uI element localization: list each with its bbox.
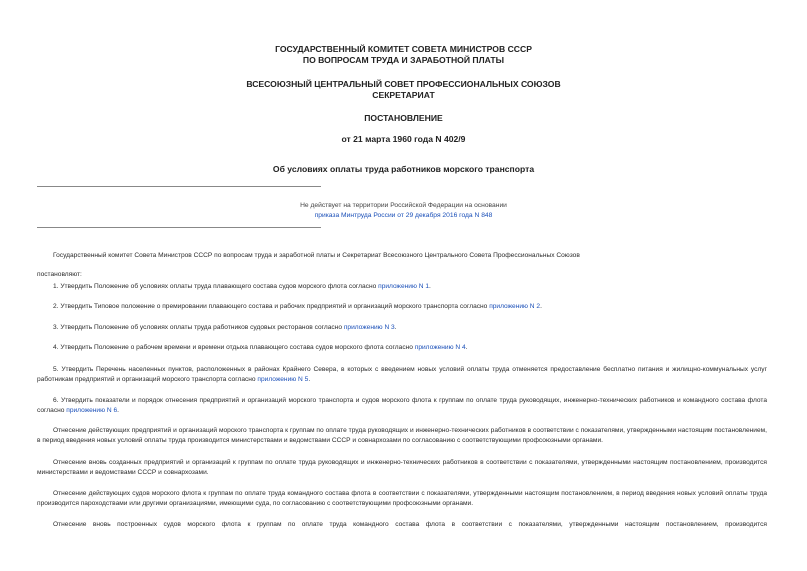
item-5: 5. Утвердить Перечень населенных пунктов, расположенных в районах Крайнего Севера, в которых с введением новых условий оплаты труда отменяется предоставление бесплатно питания и жилищно-коммунальных услуг работникам предприятий и организаций морского транспорта согласно приложению N 5.: [37, 366, 767, 383]
document-type: ПОСТАНОВЛЕНИЕ: [364, 113, 443, 123]
repeal-order-link[interactable]: приказа Минтруда России от 29 декабря 2016 года N 848: [314, 212, 493, 219]
status-notice: Не действует на территории Российской Федерации на основании: [300, 202, 507, 209]
appendix-5-link[interactable]: приложению N 5: [257, 376, 309, 383]
paragraph-existing-ships: Отнесение действующих судов морского флота к группам по оплате труда командного состава флота в соответствии с показателями, утвержденными настоящим постановлением, в период введения новых условий оплаты труда производится пароходствами или другими организациями, имеющими суда, по согласованию с соответствующими профсоюзными органами.: [37, 490, 767, 507]
appendix-3-link[interactable]: приложению N 3: [343, 324, 395, 331]
item-2: 2. Утвердить Типовое положение о премировании плавающего состава и рабочих предприятий и организаций морского транспорта согласно приложению N 2.: [53, 303, 542, 310]
item-6-text: 6. Утвердить показатели и порядок отнесения предприятий и организаций морского транспорта и судов морского флота к группам по оплате труда руководящих, инженерно-технических работников и командного состава флота согласно: [37, 397, 767, 414]
item-1: 1. Утвердить Положение об условиях оплаты труда плавающего состава судов морского флота согласно приложению N 1.: [53, 283, 431, 290]
issuer-2-line-1: ВСЕСОЮЗНЫЙ ЦЕНТРАЛЬНЫЙ СОВЕТ ПРОФЕССИОНАЛЬНЫХ СОЮЗОВ: [246, 79, 561, 89]
item-4: 4. Утвердить Положение о рабочем времени и времени отдыха плавающего состава судов морского флота согласно приложению N 4.: [53, 344, 468, 351]
item-6: 6. Утвердить показатели и порядок отнесения предприятий и организаций морского транспорта и судов морского флота к группам по оплате труда руководящих, инженерно-технических работников и командного состава флота согласно приложению N 6.: [37, 397, 767, 414]
divider-top: [37, 186, 321, 187]
item-5-text: 5. Утвердить Перечень населенных пунктов, расположенных в районах Крайнего Севера, в которых с введением новых условий оплаты труда отменяется предоставление бесплатно питания и жилищно-коммунальных услуг работникам предприятий и организаций морского транспорта согласно: [37, 366, 767, 383]
item-3-text: 3. Утвердить Положение об условиях оплаты труда работников судовых ресторанов согласно: [53, 324, 344, 331]
document-title: Об условиях оплаты труда работников морского транспорта: [272, 164, 535, 174]
item-1-text: 1. Утвердить Положение об условиях оплаты труда плавающего состава судов морского флота согласно: [53, 283, 379, 290]
paragraph-new-ships: Отнесение вновь построенных судов морского флота к группам по оплате труда командного состава флота в соответствии с показателями, утвержденными настоящим постановлением, производится: [53, 521, 767, 528]
appendix-2-link[interactable]: приложению N 2: [489, 303, 541, 310]
divider-bottom: [37, 227, 321, 228]
status-notice-link-line: [0, 211, 807, 221]
appendix-4-link[interactable]: приложению N 4: [414, 344, 466, 351]
issuer-1-line-2: ПО ВОПРОСАМ ТРУДА И ЗАРАБОТНОЙ ПЛАТЫ: [302, 55, 505, 65]
item-4-text: 4. Утвердить Положение о рабочем времени и времени отдыха плавающего состава судов морского флота согласно: [53, 344, 415, 351]
issuer-1-line-1: ГОСУДАРСТВЕННЫЙ КОМИТЕТ СОВЕТА МИНИСТРОВ СССР: [275, 44, 532, 54]
item-3: 3. Утвердить Положение об условиях оплаты труда работников судовых ресторанов согласно приложению N 3.: [53, 324, 397, 331]
appendix-1-link[interactable]: приложению N 1: [378, 283, 430, 290]
item-2-text: 2. Утвердить Типовое положение о премировании плавающего состава и рабочих предприятий и организаций морского транспорта согласно: [53, 303, 490, 310]
preamble: Государственный комитет Совета Министров СССР по вопросам труда и заработной платы и Секретариат Всесоюзного Центрального Совета Профессиональных Союзов: [53, 252, 580, 259]
paragraph-existing-enterprises: Отнесение действующих предприятий и организаций морского транспорта к группам по оплате труда руководящих и инженерно-технических работников в соответствии с показателями, утвержденными настоящим постановлением, в период введения новых условий оплаты труда производится министерствами и ведомствами СССР и совнархозами по согласованию с соответствующими профсоюзными органами.: [37, 427, 767, 444]
appendix-6-link[interactable]: приложению N 6: [66, 407, 118, 414]
issuer-2-line-2: СЕКРЕТАРИАТ: [372, 90, 435, 100]
document-date: от 21 марта 1960 года N 402/9: [341, 134, 466, 144]
resolve-word: постановляют:: [37, 271, 82, 278]
paragraph-new-enterprises: Отнесение вновь созданных предприятий и организаций к группам по оплате труда руководящих и инженерно-технических работников в соответствии с показателями, утвержденными настоящим постановлением, производится министерствами и ведомствами СССР и совнархозами.: [37, 459, 767, 476]
